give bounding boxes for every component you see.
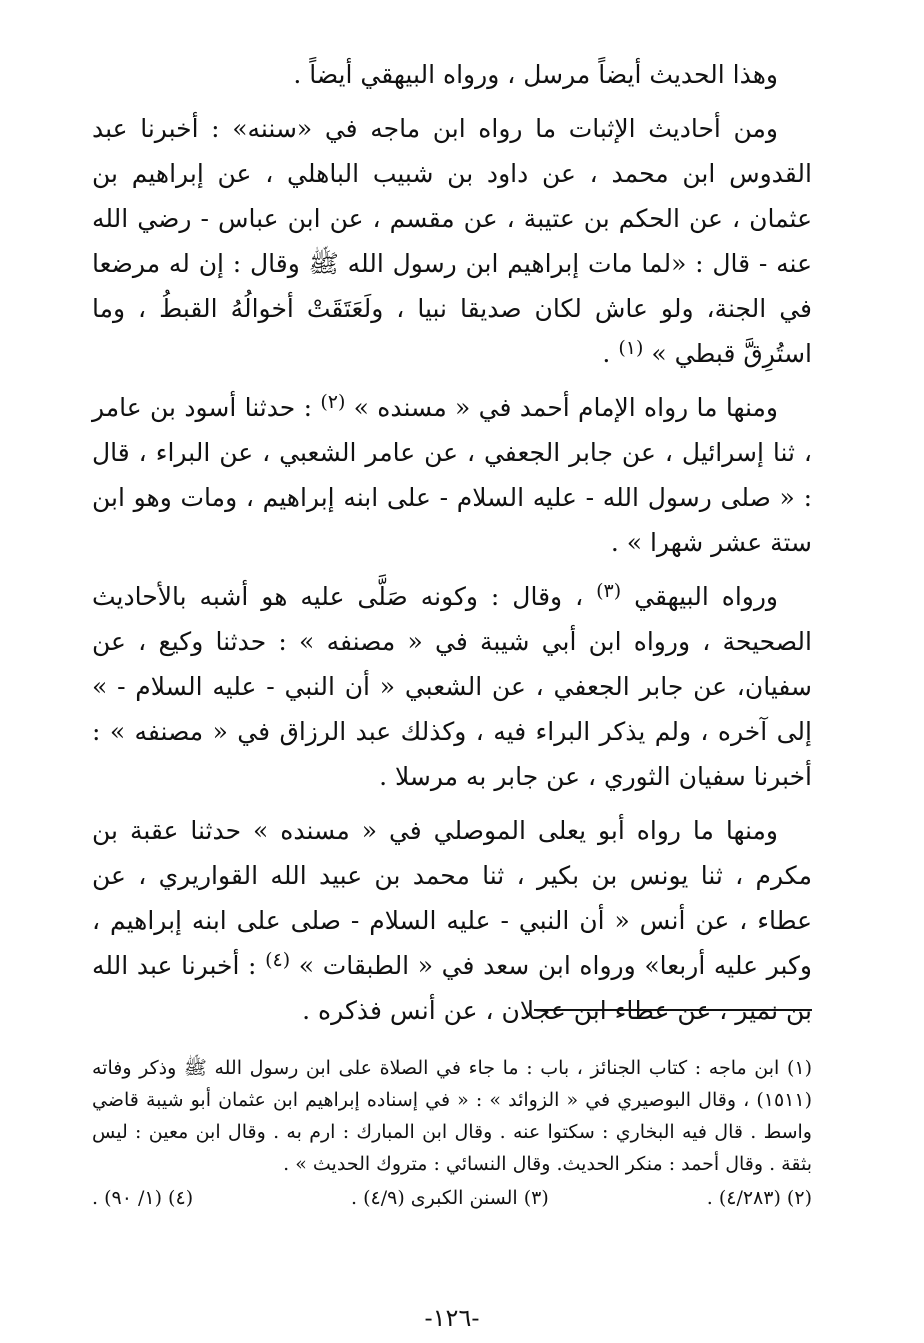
footnote-separator	[534, 1009, 812, 1011]
paragraph-1-text: وهذا الحديث أيضاً مرسل ، ورواه البيهقي أيضاً .	[293, 60, 778, 89]
paragraph-2-text: ومن أحاديث الإثبات ما رواه ابن ماجه في «سننه» : أخبرنا عبد القدوس ابن محمد ، عن داود بن شبيب الباهلي ، عن إبراهيم بن عثمان ، عن الحكم بن عتيبة ، عن مقسم ، عن ابن عباس - رضي الله عنه - قال : «لما مات إبراهيم ابن رسول الله ﷺ وقال : إن له مرضعا في الجنة، ولو عاش لكان صديقا نبيا ، ولَعَتَقَتْ أخوالُهُ القبطُ ، وما استُرِقَّ قبطي »	[92, 114, 812, 368]
paragraph-5-text: ومنها ما رواه أبو يعلى الموصلي في « مسنده » حدثنا عقبة بن مكرم ، ثنا يونس بن بكير ، ثنا محمد بن عبيد الله القواريري ، عن عطاء ، عن أنس « أن النبي - عليه السلام - صلى على ابنه إبراهيم ، وكبر عليه أربعا» ورواه ابن سعد في « الطبقات »	[92, 816, 812, 980]
footnote-3: (٣) السنن الكبرى (٤/٩) .	[351, 1187, 549, 1209]
footnote-1: (١) ابن ماجه : كتاب الجنائز ، باب : ما جاء في الصلاة على ابن رسول الله ﷺ وذكر وفاته (١٥١١) ، وقال البوصيري في « الزوائد » : « في إسناده إبراهيم ابن عثمان أبو شيبة قاضي واسط . قال فيه البخاري : سكتوا عنه . وقال ابن المبارك : ارم به . وقال ابن معين : ليس بثقة . وقال أحمد : منكر الحديث. وقال النسائي : متروك الحديث » .	[92, 1057, 812, 1175]
footnote-marker-4: (٤)	[265, 949, 291, 971]
paragraph-3-text: ومنها ما رواه الإمام أحمد في « مسنده »	[345, 393, 778, 422]
paragraph-2	[92, 106, 812, 376]
paragraph-3-tail: : حدثنا أسود بن عامر ، ثنا إسرائيل ، عن جابر الجعفي ، عن عامر الشعبي ، عن البراء ، قال : « صلى رسول الله - عليه السلام - على ابنه إبراهيم ، ومات وهو ابن ستة عشر شهرا » .	[92, 393, 812, 557]
footnote-marker-3: (٣)	[596, 580, 622, 602]
paragraph-5	[92, 808, 812, 1033]
paragraph-4	[92, 574, 812, 799]
footnotes	[92, 1052, 812, 1214]
paragraph-5-tail: : أخبرنا عبد الله بن نمير ، عن عطاء ابن عجلان ، عن أنس فذكره .	[92, 951, 812, 1025]
paragraph-4-text: ورواه البيهقي	[621, 582, 778, 611]
footnote-row	[92, 1182, 812, 1214]
footnote-4: (٤) (١/ ٩٠) .	[92, 1187, 194, 1209]
page-number: -١٢٦-	[424, 1304, 480, 1332]
footnote-marker-1: (١)	[618, 337, 644, 359]
main-text	[92, 52, 812, 1033]
book-page	[92, 52, 812, 1332]
paragraph-4-tail: ، وقال : وكونه صَلَّى عليه هو أشبه بالأحاديث الصحيحة ، ورواه ابن أبي شيبة في « مصنفه » : حدثنا وكيع ، عن سفيان، عن جابر الجعفي ، عن الشعبي « أن النبي - عليه السلام - » إلى آخره ، ولم يذكر البراء فيه ، وكذلك عبد الرزاق في « مصنفه » : أخبرنا سفيان الثوري ، عن جابر به مرسلا .	[92, 582, 812, 791]
paragraph-2-tail: .	[602, 339, 619, 368]
footnote-marker-2: (٢)	[320, 391, 346, 413]
paragraph-3	[92, 385, 812, 565]
footnote-2: (٢) (٤/٢٨٣) .	[706, 1187, 812, 1209]
paragraph-1	[92, 52, 812, 97]
